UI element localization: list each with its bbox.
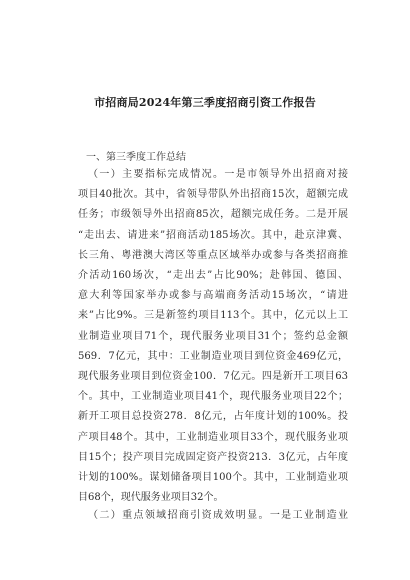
paragraph-line: 现代服务业项目到位资金100．7亿元。四是新开工项目63 <box>78 371 348 383</box>
paragraph-line: 介活动160场次，“走出去”占比90%；赴韩国、德国、 <box>78 270 348 282</box>
paragraph-line: 目15个；投产项目完成固定资产投资213．3亿元，占年度 <box>78 451 348 463</box>
paragraph-line: 目68个，现代服务业项目32个。 <box>78 492 224 504</box>
paragraph-line: （二）重点领域招商引资成效明显。一是工业制造业 <box>88 510 348 521</box>
paragraph-line: 569．7亿元，其中：工业制造业项目到位资金469亿元， <box>78 350 348 362</box>
paragraph-line: 项目40批次。其中，省领导带队外出招商15次，超额完成 <box>78 189 348 201</box>
paragraph-indicators <box>78 165 348 508</box>
paragraph-line: 业制造业项目71个，现代服务业项目31个；签约总金额 <box>78 330 348 342</box>
paragraph-line: “走出去、请进来”招商活动185场次。其中，赴京津冀、 <box>78 229 348 241</box>
paragraph-line: 意大利等国家举办或参与高端商务活动15场次，“请进 <box>78 290 348 302</box>
paragraph-line: 计划的100%。谋划储备项目100个。其中，工业制造业项 <box>78 472 348 484</box>
paragraph-line: 产项目48个。其中，工业制造业项目33个，现代服务业项 <box>78 431 348 443</box>
paragraph-line: 新开工项目总投资278．8亿元，占年度计划的100%。投 <box>78 411 348 423</box>
section-heading: 一、第三季度工作总结 <box>86 152 186 163</box>
paragraph-line: 个。其中，工业制造业项目41个，现代服务业项目22个； <box>78 391 348 403</box>
paragraph-line: （一）主要指标完成情况。一是市领导外出招商对接 <box>88 169 348 180</box>
paragraph-line: 来”占比9%。三是新签约项目113个。其中，亿元以上工 <box>78 310 348 322</box>
paragraph-line: 长三角、粤港澳大湾区等重点区域举办或参与各类招商推 <box>78 249 348 261</box>
paragraph-key-areas <box>78 506 348 526</box>
document-title: 市招商局2024年第三季度招商引资工作报告 <box>94 96 316 109</box>
paragraph-line: 任务；市级领导外出招商85次，超额完成任务。二是开展 <box>78 209 348 221</box>
